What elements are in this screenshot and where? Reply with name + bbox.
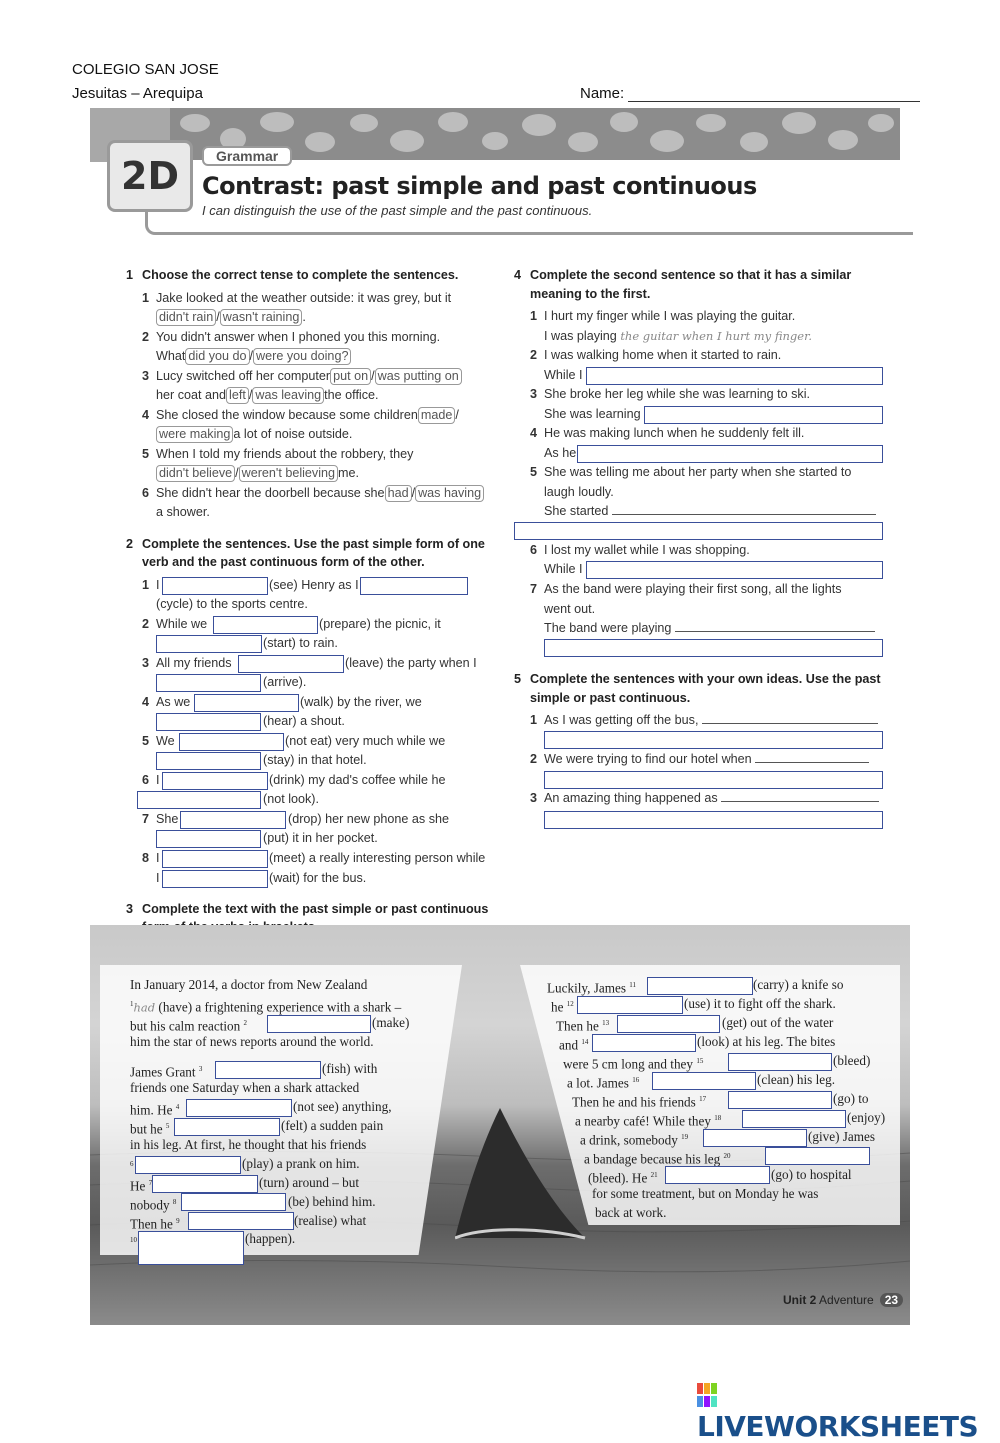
ex2-line-7b: (drop) her new phone as she — [288, 812, 450, 826]
name-line — [628, 87, 920, 102]
answer-box[interactable] — [138, 1231, 244, 1265]
unit-badge: 2D — [107, 140, 193, 212]
answer-box[interactable] — [544, 639, 883, 657]
ex2-line-2: 2 While we — [142, 617, 208, 631]
option[interactable]: was leaving — [252, 387, 324, 404]
story-line: but he $^5$ — [130, 1121, 170, 1137]
option[interactable]: put on — [330, 368, 371, 385]
story-line: a drink, somebody $^{19}$ — [580, 1132, 689, 1148]
ex2-heading: 2 Complete the sentences. Use the past simple form of one — [126, 537, 485, 551]
answer-box[interactable] — [665, 1166, 770, 1184]
ex5-item-1: 1 As I was getting off the bus, — [530, 711, 878, 731]
ex4-item-6-prompt: While I — [544, 562, 583, 576]
story-verb: (clean) his leg. — [757, 1072, 835, 1087]
answer-box[interactable] — [174, 1118, 280, 1136]
page-title: Contrast: past simple and past continuous — [202, 172, 757, 200]
story-verb: (carry) a knife so — [753, 977, 844, 992]
story-verb: (go) to hospital — [771, 1167, 852, 1182]
story-verb: (felt) a sudden pain — [281, 1118, 384, 1133]
ex5-item-2: 2 We were trying to find our hotel when — [530, 750, 869, 770]
answer-box[interactable] — [267, 1015, 371, 1033]
ex4-item-4: 4 He was making lunch when he suddenly felt ill. — [530, 426, 805, 440]
ex1-item-1: 1 Jake looked at the weather outside: it was grey, but it — [142, 291, 452, 305]
story-verb: (go) to — [833, 1091, 869, 1106]
option[interactable]: was having — [415, 485, 484, 502]
ex1-item-6: 6 She didn't hear the doorbell because she had / was having — [142, 484, 484, 504]
answer-box[interactable] — [162, 577, 268, 595]
story-line: him. He $^4$ — [130, 1102, 180, 1118]
story-verb: (bleed) — [833, 1053, 871, 1068]
option[interactable]: didn't believe — [156, 465, 235, 482]
ex2-line-5c: (stay) in that hotel. — [263, 753, 367, 767]
ex4-heading-2: meaning to the first. — [530, 287, 651, 301]
ex2-line-2c: (start) to rain. — [263, 636, 338, 650]
ex1-item-3: 3 Lucy switched off her computer put on / was putting on — [142, 367, 462, 387]
answer-box[interactable] — [728, 1091, 832, 1109]
story-line: friends one Saturday when a shark attacked — [130, 1080, 360, 1095]
story-line: In January 2014, a doctor from New Zealand — [130, 977, 368, 992]
ex2-line-6: 6 I — [142, 773, 160, 787]
story-verb: (not see) anything, — [293, 1099, 392, 1114]
story-line: 6 — [130, 1160, 134, 1168]
ex5-heading: 5 Complete the sentences with your own ideas. Use the past — [514, 672, 881, 686]
answer-box[interactable] — [162, 870, 268, 888]
answer-box[interactable] — [360, 577, 468, 595]
story-line: Luckily, James $^{11}$ — [547, 980, 637, 996]
option[interactable]: made — [418, 407, 456, 424]
ex4-item-7-prompt: The band were playing — [544, 619, 875, 639]
ex1-item-5-options: didn't believe / weren't believing me. — [156, 464, 359, 484]
ex2-line-4b: (walk) by the river, we — [300, 695, 422, 709]
ex2-line-5: 5 We — [142, 734, 175, 748]
page-number: 23 — [880, 1293, 903, 1307]
ex2-line-8b: (meet) a really interesting person while — [269, 851, 486, 865]
story-verb: (happen). — [245, 1231, 296, 1246]
ex2-line-3c: (arrive). — [263, 675, 307, 689]
ex4-item-5-cont: laugh loudly. — [544, 485, 614, 499]
story-line: but his calm reaction $^2$ — [130, 1018, 248, 1034]
answer-box[interactable] — [586, 561, 883, 579]
answer-box[interactable] — [186, 1099, 292, 1117]
ex2-line-1b: (see) Henry as I — [269, 578, 359, 592]
answer-box[interactable] — [152, 1175, 258, 1193]
ex2-line-3b: (leave) the party when I — [345, 656, 477, 670]
story-line: $^1$had (have) a frightening experience with a shark – — [130, 999, 402, 1015]
story-verb: (give) James — [808, 1129, 876, 1144]
story-line: nobody $^8$ — [130, 1197, 177, 1213]
ex4-heading: 4 Complete the second sentence so that it has a similar — [514, 268, 852, 282]
answer-box[interactable] — [703, 1129, 807, 1147]
answer-box[interactable] — [592, 1034, 696, 1052]
option[interactable]: weren't believing — [239, 465, 338, 482]
ex4-item-1-example: I was playing the guitar when I hurt my finger. — [544, 329, 812, 343]
story-line: for some treatment, but on Monday he was — [592, 1186, 819, 1201]
story-line: a nearby café! While they $^{18}$ — [575, 1113, 722, 1129]
option[interactable]: didn't rain — [156, 309, 216, 326]
ex4-item-4-prompt: As he — [544, 446, 577, 460]
ex1-item-2-options: What did you do / were you doing? — [156, 347, 351, 367]
story-line: a lot. James $^{16}$ — [567, 1075, 640, 1091]
story-verb: (be) behind him. — [288, 1194, 376, 1209]
answer-box[interactable] — [162, 850, 268, 868]
story-line: were 5 cm long and they $^{15}$ — [563, 1056, 704, 1072]
story-line: and $^{14}$ — [559, 1037, 589, 1053]
ex1-item-2: 2 You didn't answer when I phoned you this morning. — [142, 330, 441, 344]
answer-box[interactable] — [181, 1193, 286, 1211]
ex4-item-1: 1 I hurt my finger while I was playing the guitar. — [530, 309, 796, 323]
ex4-item-7-cont: went out. — [544, 602, 596, 616]
story-verb: (play) a prank on him. — [242, 1156, 360, 1171]
answer-box[interactable] — [156, 752, 261, 770]
story-verb: (make) — [372, 1015, 410, 1030]
story-verb: (fish) with — [322, 1061, 378, 1076]
liveworksheets-logo: LIVEWORKSHEETS — [697, 1377, 1000, 1443]
ex2-line-4: 4 As we — [142, 695, 191, 709]
ex2-line-8d: (wait) for the bus. — [269, 871, 367, 885]
answer-box[interactable] — [617, 1015, 720, 1033]
option[interactable]: had — [385, 485, 412, 502]
ex4-item-2: 2 I was walking home when it started to rain. — [530, 348, 782, 362]
ex2-line-1: 1 I — [142, 578, 160, 592]
answer-box[interactable] — [135, 1156, 241, 1174]
answer-box[interactable] — [514, 522, 883, 540]
answer-box[interactable] — [156, 635, 262, 653]
story-verb: (get) out of the water — [722, 1015, 834, 1030]
answer-box[interactable] — [137, 791, 261, 809]
ex5-item-3: 3 An amazing thing happened as — [530, 789, 879, 809]
answer-box[interactable] — [644, 406, 883, 424]
ex2-line-8: 8 I — [142, 851, 160, 865]
story-line: He $^7$ — [130, 1178, 153, 1194]
ex3-heading: 3 Complete the text with the past simple or past continuous — [126, 902, 489, 916]
story-line: Then he and his friends $^{17}$ — [572, 1094, 707, 1110]
ex1-item-3-cont: her coat and left / was leaving the office. — [156, 388, 379, 402]
ex1-heading: 1 Choose the correct tense to complete the sentences. — [126, 268, 459, 282]
story-line: he $^{12}$ — [551, 999, 574, 1015]
story-line: a bandage because his leg $^{20}$ — [584, 1151, 731, 1167]
ex2-line-3: 3 All my friends — [142, 656, 232, 670]
story-line: 10 — [130, 1236, 137, 1244]
answer-box[interactable] — [765, 1147, 870, 1165]
ex4-item-5: 5 She was telling me about her party when she started to — [530, 465, 852, 479]
ex4-item-6: 6 I lost my wallet while I was shopping. — [530, 543, 750, 557]
story-verb: (look) at his leg. The bites — [697, 1034, 836, 1049]
answer-box[interactable] — [156, 713, 261, 731]
ex1-item-5: 5 When I told my friends about the robbery, they — [142, 447, 414, 461]
ex2-line-7c: (put) it in her pocket. — [263, 831, 378, 845]
story-verb: (use) it to fight off the shark. — [684, 996, 836, 1011]
ex1-item-1-options: didn't rain / wasn't raining . — [156, 308, 306, 328]
answer-box[interactable] — [215, 1061, 321, 1079]
ex1-item-4: 4 She closed the window because some children made / — [142, 408, 459, 422]
answer-box[interactable] — [194, 694, 299, 712]
answer-box[interactable] — [728, 1053, 832, 1071]
answer-box[interactable] — [162, 772, 268, 790]
ex4-item-2-prompt: While I — [544, 368, 583, 382]
option[interactable]: was putting on — [375, 368, 462, 385]
story-line: James Grant $^3$ — [130, 1064, 203, 1080]
story-verb: (realise) what — [294, 1213, 367, 1228]
ex2-line-1c: (cycle) to the sports centre. — [156, 597, 308, 611]
answer-box[interactable] — [652, 1072, 756, 1090]
option[interactable]: did you do — [185, 348, 249, 365]
story-verb: (enjoy) — [847, 1110, 886, 1125]
ex4-item-5-prompt: She started — [544, 502, 876, 522]
ex2-line-5b: (not eat) very much while we — [285, 734, 446, 748]
page-footer: Unit 2 Adventure 23 — [783, 1293, 903, 1307]
section-label: Grammar — [202, 146, 292, 166]
answer-box[interactable] — [156, 830, 261, 848]
answer-box[interactable] — [586, 367, 883, 385]
answer-box[interactable] — [544, 731, 883, 749]
answer-box[interactable] — [156, 674, 261, 692]
ex4-item-3-prompt: She was learning — [544, 407, 641, 421]
answer-box[interactable] — [238, 655, 344, 673]
answer-box[interactable] — [544, 771, 883, 789]
ex2-line-2b: (prepare) the picnic, it — [319, 617, 441, 631]
story-line: him the star of news reports around the world. — [130, 1034, 374, 1049]
ex2-line-4c: (hear) a shout. — [263, 714, 345, 728]
option[interactable]: were making — [156, 426, 233, 443]
option[interactable]: wasn't raining — [220, 309, 303, 326]
ex4-item-3: 3 She broke her leg while she was learning to ski. — [530, 387, 811, 401]
school-name: COLEGIO SAN JOSE — [72, 61, 219, 78]
answer-box[interactable] — [577, 445, 883, 463]
ex5-heading-2: simple or past continuous. — [530, 691, 691, 705]
answer-box[interactable] — [180, 811, 286, 829]
story-line: Then he $^{13}$ — [556, 1018, 610, 1034]
answer-box[interactable] — [742, 1110, 846, 1128]
ex2-line-6b: (drink) my dad's coffee while he — [269, 773, 446, 787]
option[interactable]: were you doing? — [253, 348, 351, 365]
option[interactable]: left — [226, 387, 249, 404]
story-line: in his leg. At first, he thought that his friends — [130, 1137, 367, 1152]
ex2-line-6c: (not look). — [263, 792, 319, 806]
name-field — [580, 85, 920, 102]
school-city: Jesuitas – Arequipa — [72, 85, 203, 102]
story-verb: (turn) around – but — [259, 1175, 359, 1190]
answer-box[interactable] — [213, 616, 318, 634]
answer-box[interactable] — [647, 977, 753, 995]
ex1-item-4-cont: were making a lot of noise outside. — [156, 425, 352, 445]
answer-box[interactable] — [544, 811, 883, 829]
ex2-line-8c: I — [156, 871, 160, 885]
answer-box[interactable] — [577, 996, 683, 1014]
story-line: Then he $^9$ — [130, 1216, 180, 1232]
ex2-heading-2: verb and the past continuous form of the other. — [142, 555, 425, 569]
story-line: back at work. — [595, 1205, 667, 1220]
page-subtitle: I can distinguish the use of the past simple and the past continuous. — [202, 203, 593, 218]
ex4-item-7: 7 As the band were playing their first song, all the lights — [530, 582, 842, 596]
answer-box[interactable] — [188, 1212, 294, 1230]
answer-box[interactable] — [179, 733, 284, 751]
name-label: Name: — [580, 85, 625, 102]
ex2-line-7: 7 She — [142, 812, 179, 826]
story-line: (bleed). He $^{21}$ — [588, 1170, 658, 1186]
ex1-item-6-cont: a shower. — [156, 505, 210, 519]
liveworksheets-logo-icon — [697, 1383, 717, 1407]
